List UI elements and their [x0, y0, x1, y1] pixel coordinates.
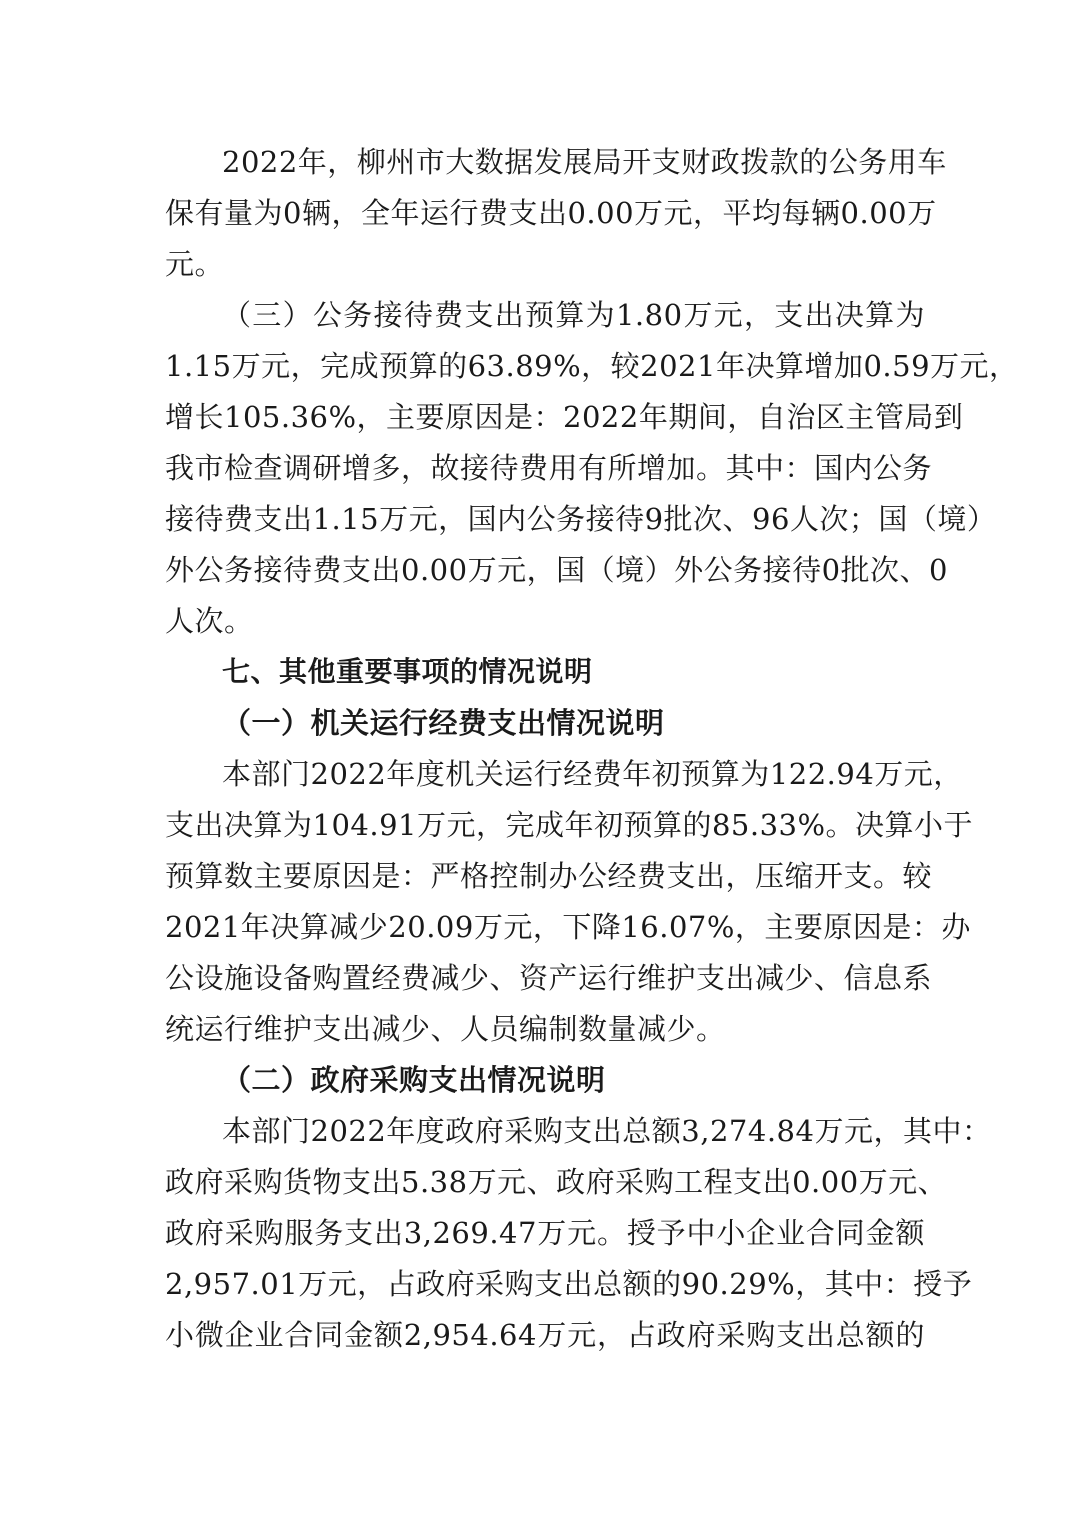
paragraph-line: 1.15万元，完成预算的63.89%，较2021年决算增加0.59万元，	[165, 349, 1019, 383]
paragraph-line: 接待费支出1.15万元，国内公务接待9批次、96人次；国（境）	[165, 502, 997, 536]
paragraph-line: 人次。	[165, 604, 254, 638]
subsection-heading: （二）政府采购支出情况说明	[222, 1063, 606, 1097]
paragraph-line: 预算数主要原因是：严格控制办公经费支出，压缩开支。较	[165, 859, 933, 893]
paragraph-line: 元。	[165, 247, 225, 281]
paragraph-line: 本部门2022年度机关运行经费年初预算为122.94万元，	[222, 757, 963, 791]
paragraph-line: 公设施设备购置经费减少、资产运行维护支出减少、信息系	[165, 961, 933, 995]
paragraph-line: 我市检查调研增多，故接待费用有所增加。其中：国内公务	[165, 451, 933, 485]
paragraph-line: 2021年决算减少20.09万元，下降16.07%，主要原因是：办	[165, 910, 971, 944]
paragraph-line: 统运行维护支出减少、人员编制数量减少。	[165, 1012, 726, 1046]
paragraph-line: 本部门2022年度政府采购支出总额3,274.84万元，其中：	[222, 1114, 992, 1148]
paragraph-line: 增长105.36%，主要原因是：2022年期间，自治区主管局到	[165, 400, 964, 434]
paragraph-line: 小微企业合同金额2,954.64万元，占政府采购支出总额的	[165, 1318, 925, 1352]
paragraph-line: 2,957.01万元，占政府采购支出总额的90.29%，其中：授予	[165, 1267, 973, 1301]
section-heading: 七、其他重要事项的情况说明	[222, 655, 593, 688]
paragraph-line: 2022年，柳州市大数据发展局开支财政拨款的公务用车	[222, 145, 947, 179]
paragraph-line: 外公务接待费支出0.00万元，国（境）外公务接待0批次、0	[165, 553, 948, 587]
paragraph-line: 政府采购服务支出3,269.47万元。授予中小企业合同金额	[165, 1216, 925, 1250]
subsection-heading: （一）机关运行经费支出情况说明	[222, 706, 665, 740]
paragraph-line: 支出决算为104.91万元，完成年初预算的85.33%。决算小于	[165, 808, 974, 842]
paragraph-line: 政府采购货物支出5.38万元、政府采购工程支出0.00万元、	[165, 1165, 948, 1199]
paragraph-line: （三）公务接待费支出预算为1.80万元，支出决算为	[222, 298, 925, 332]
paragraph-line: 保有量为0辆，全年运行费支出0.00万元，平均每辆0.00万	[165, 196, 937, 230]
